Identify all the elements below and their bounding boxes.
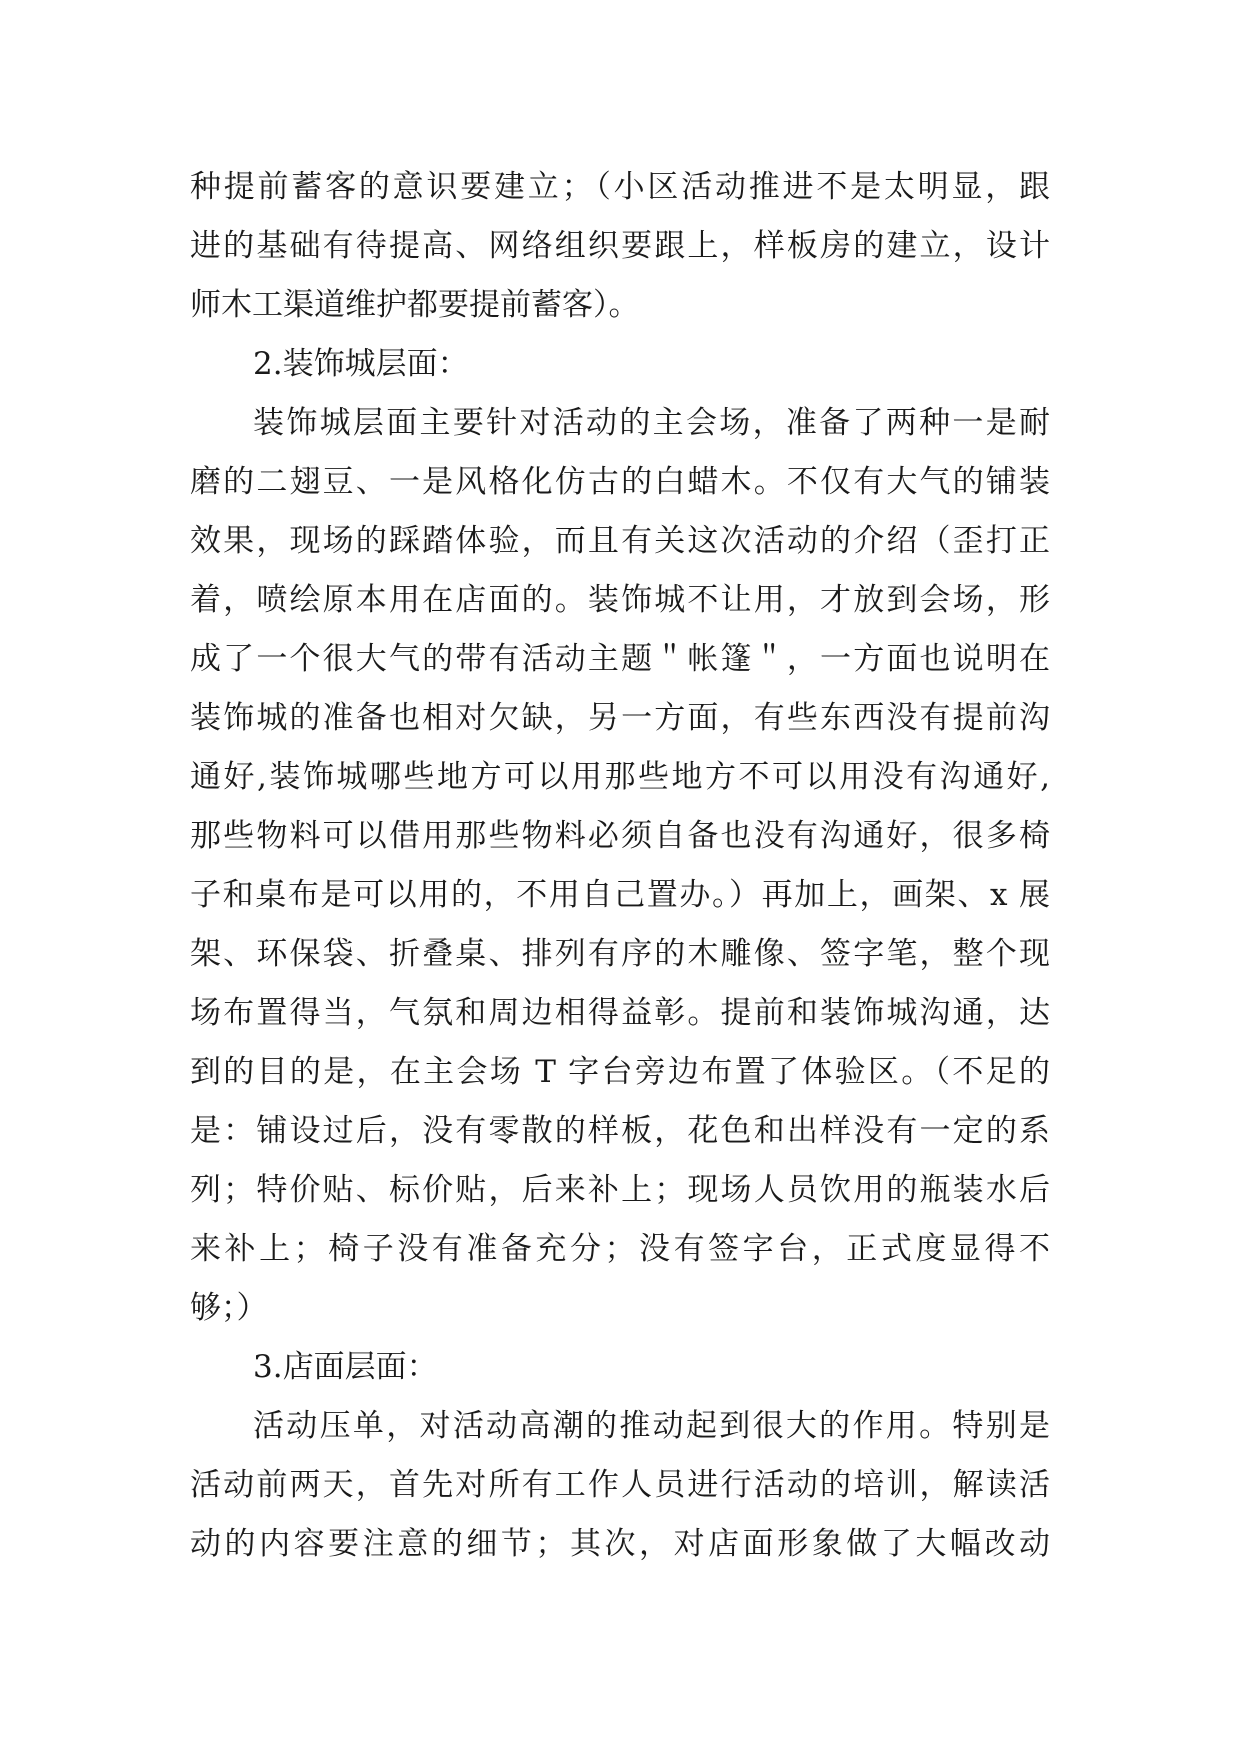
body-line: 列；特价贴、标价贴，后来补上；现场人员饮用的瓶装水后	[190, 1172, 1050, 1208]
body-line: 子和桌布是可以用的，不用自己置办。）再加上，画架、x 展	[190, 877, 1050, 913]
body-line: 是：铺设过后，没有零散的样板，花色和出样没有一定的系	[190, 1113, 1050, 1149]
body-line: 到的目的是，在主会场 T 字台旁边布置了体验区。（不足的	[190, 1054, 1050, 1090]
body-line: 种提前蓄客的意识要建立；（小区活动推进不是太明显，跟	[190, 169, 1050, 205]
body-line: 成了一个很大气的带有活动主题＂帐篷＂，一方面也说明在	[190, 641, 1050, 677]
body-line: 活动前两天，首先对所有工作人员进行活动的培训，解读活	[190, 1467, 1050, 1503]
body-line: 师木工渠道维护都要提前蓄客）。	[190, 287, 640, 323]
body-line: 活动压单，对活动高潮的推动起到很大的作用。特别是	[253, 1408, 1050, 1444]
document-body	[190, 158, 1050, 1574]
body-line: 效果，现场的踩踏体验，而且有关这次活动的介绍（歪打正	[190, 523, 1050, 559]
body-line: 来补上；椅子没有准备充分；没有签字台，正式度显得不	[190, 1231, 1050, 1267]
body-line: 动的内容要注意的细节；其次，对店面形象做了大幅改动	[190, 1526, 1050, 1562]
body-line: 架、环保袋、折叠桌、排列有序的木雕像、签字笔，整个现	[190, 936, 1050, 972]
section-heading-2: 2.装饰城层面：	[253, 346, 469, 382]
body-line: 磨的二翅豆、一是风格化仿古的白蜡木。不仅有大气的铺装	[190, 464, 1050, 500]
body-line: 进的基础有待提高、网络组织要跟上，样板房的建立，设计	[190, 228, 1050, 264]
body-line: 通好,装饰城哪些地方可以用那些地方不可以用没有沟通好,	[190, 759, 1050, 795]
section-heading-3: 3.店面层面：	[253, 1349, 438, 1385]
body-line: 那些物料可以借用那些物料必须自备也没有沟通好，很多椅	[190, 818, 1050, 854]
body-line: 着，喷绘原本用在店面的。装饰城不让用，才放到会场，形	[190, 582, 1050, 618]
body-line: 够；）	[190, 1290, 268, 1326]
body-line: 装饰城层面主要针对活动的主会场，准备了两种一是耐	[253, 405, 1050, 441]
body-line: 场布置得当，气氛和周边相得益彰。提前和装饰城沟通，达	[190, 995, 1050, 1031]
body-line: 装饰城的准备也相对欠缺，另一方面，有些东西没有提前沟	[190, 700, 1050, 736]
